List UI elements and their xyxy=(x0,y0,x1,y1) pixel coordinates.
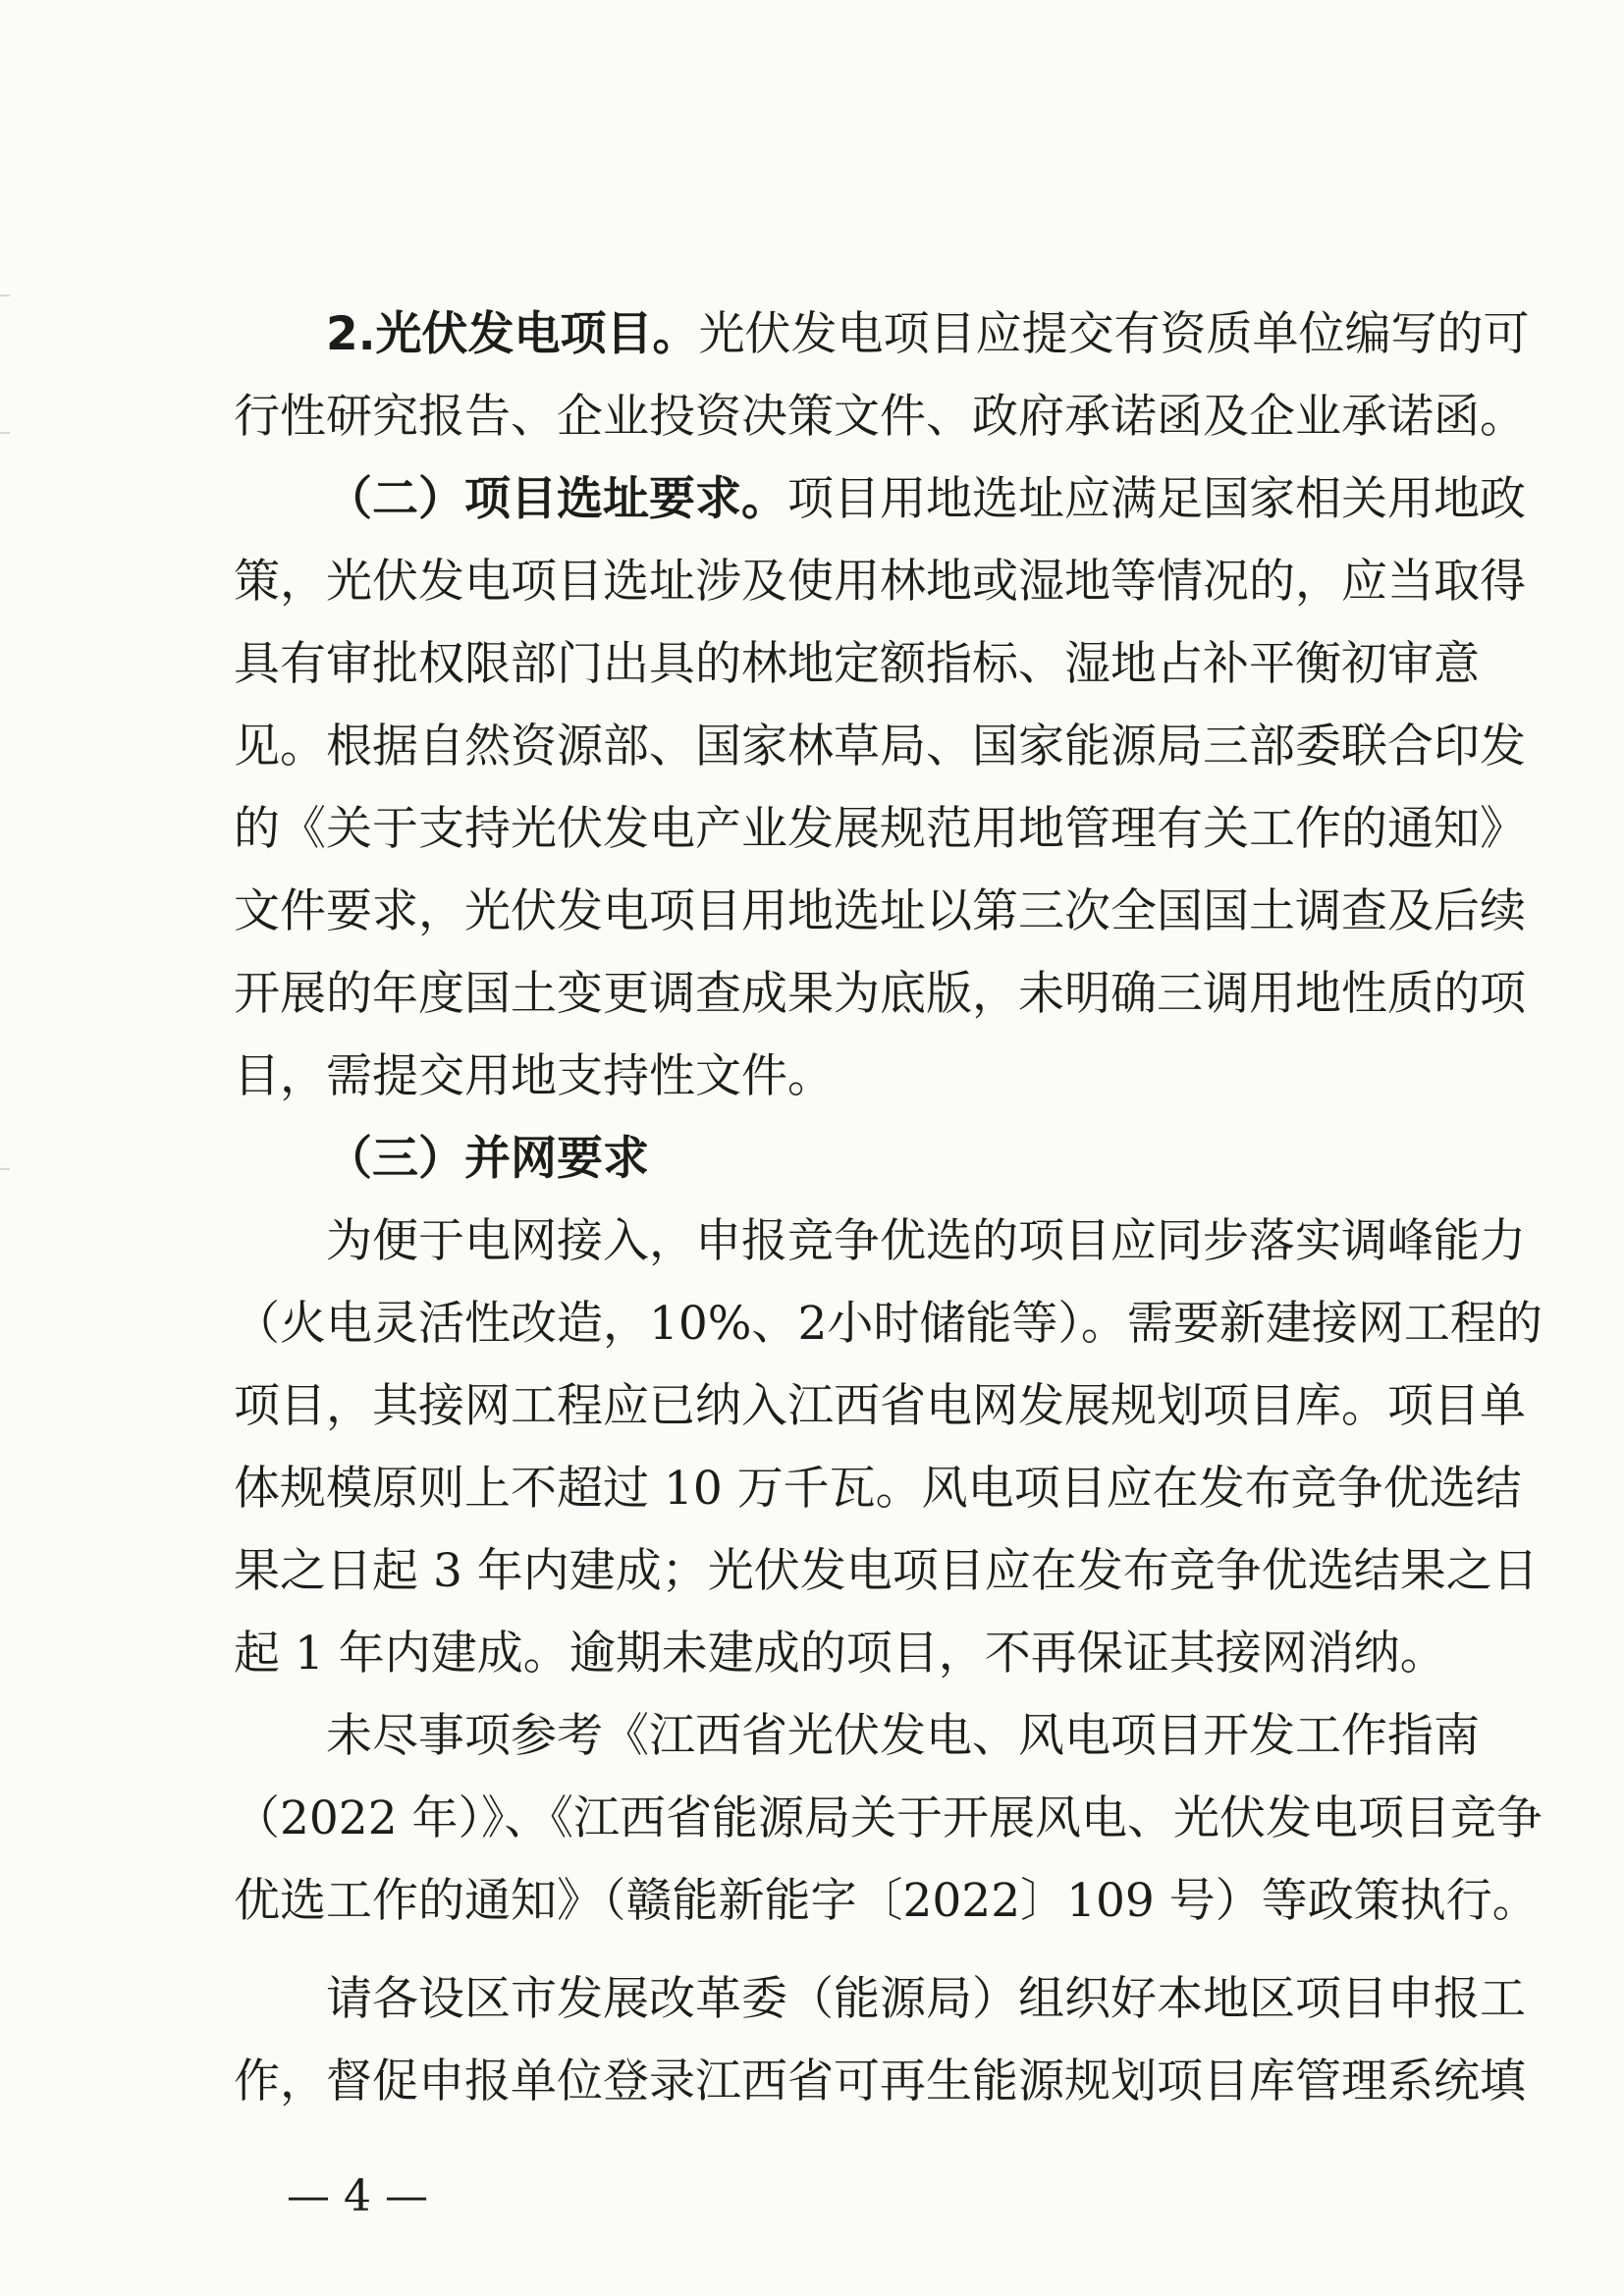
text-line xyxy=(234,2041,1526,2123)
text-line xyxy=(326,1695,1480,1778)
line-text: 优选工作的通知》（赣能新能字〔2022〕109 号）等政策执行。 xyxy=(234,1874,1539,1928)
line-text: 项目，其接网工程应已纳入江西省电网发展规划项目库。项目单 xyxy=(234,1379,1526,1433)
text-line xyxy=(234,1036,834,1118)
text-line xyxy=(234,1448,1522,1530)
text-line xyxy=(326,294,1530,376)
scan-edge-mark xyxy=(0,432,10,434)
page-number: — 4 — xyxy=(287,2171,428,2221)
line-text: 光伏发电项目应提交有资质单位编写的可 xyxy=(698,307,1530,361)
line-text: 为便于电网接入，申报竞争优选的项目应同步落实调峰能力 xyxy=(326,1214,1526,1268)
line-text: 策，光伏发电项目选址涉及使用林地或湿地等情况的，应当取得 xyxy=(234,555,1526,609)
section-heading: 2.光伏发电项目。 xyxy=(326,307,699,361)
scan-edge-mark xyxy=(0,294,10,296)
line-text: 请各设区市发展改革委（能源局）组织好本地区项目申报工 xyxy=(326,1972,1526,2026)
text-line xyxy=(234,376,1526,458)
text-line xyxy=(234,1365,1526,1448)
text-line xyxy=(234,541,1526,623)
line-text: 作，督促申报单位登录江西省可再生能源规划项目库管理系统填 xyxy=(234,2055,1526,2109)
line-text: 开展的年度国土变更调查成果为底版，未明确三调用地性质的项 xyxy=(234,967,1526,1021)
line-text: （2022 年）》、《江西省能源局关于开展风电、光伏发电项目竞争 xyxy=(234,1791,1543,1845)
section-heading: （三）并网要求 xyxy=(326,1132,649,1186)
text-line xyxy=(234,1778,1543,1860)
text-line xyxy=(326,458,1526,541)
line-text: 体规模原则上不超过 10 万千瓦。风电项目应在发布竞争优选结 xyxy=(234,1462,1522,1516)
line-text: （火电灵活性改造，10%、2小时储能等）。需要新建接网工程的 xyxy=(234,1297,1543,1351)
scan-edge-mark xyxy=(0,1168,10,1170)
text-line xyxy=(234,1860,1539,1943)
text-line xyxy=(326,1118,649,1201)
line-text: 起 1 年内建成。逾期未建成的项目，不再保证其接网消纳。 xyxy=(234,1627,1446,1681)
text-line xyxy=(234,623,1480,706)
line-text: 项目用地选址应满足国家相关用地政 xyxy=(787,472,1526,526)
text-line xyxy=(234,1530,1539,1613)
text-line xyxy=(234,706,1526,788)
line-text: 文件要求，光伏发电项目用地选址以第三次全国国土调查及后续 xyxy=(234,884,1526,938)
document-body xyxy=(234,0,1543,2296)
line-text: 未尽事项参考《江西省光伏发电、风电项目开发工作指南 xyxy=(326,1709,1480,1763)
section-heading: （二）项目选址要求。 xyxy=(326,472,787,526)
text-line xyxy=(234,871,1526,953)
line-text: 的《关于支持光伏发电产业发展规范用地管理有关工作的通知》 xyxy=(234,802,1526,856)
text-line xyxy=(234,788,1526,871)
text-line xyxy=(234,1283,1543,1365)
line-text: 目，需提交用地支持性文件。 xyxy=(234,1049,834,1103)
line-text: 行性研究报告、企业投资决策文件、政府承诺函及企业承诺函。 xyxy=(234,390,1526,444)
line-text: 果之日起 3 年内建成；光伏发电项目应在发布竞争优选结果之日 xyxy=(234,1544,1539,1598)
text-line xyxy=(234,1613,1446,1695)
line-text: 见。根据自然资源部、国家林草局、国家能源局三部委联合印发 xyxy=(234,720,1526,774)
text-line xyxy=(234,953,1526,1036)
text-line xyxy=(326,1201,1526,1283)
line-text: 具有审批权限部门出具的林地定额指标、湿地占补平衡初审意 xyxy=(234,637,1480,691)
text-line xyxy=(326,1958,1526,2041)
